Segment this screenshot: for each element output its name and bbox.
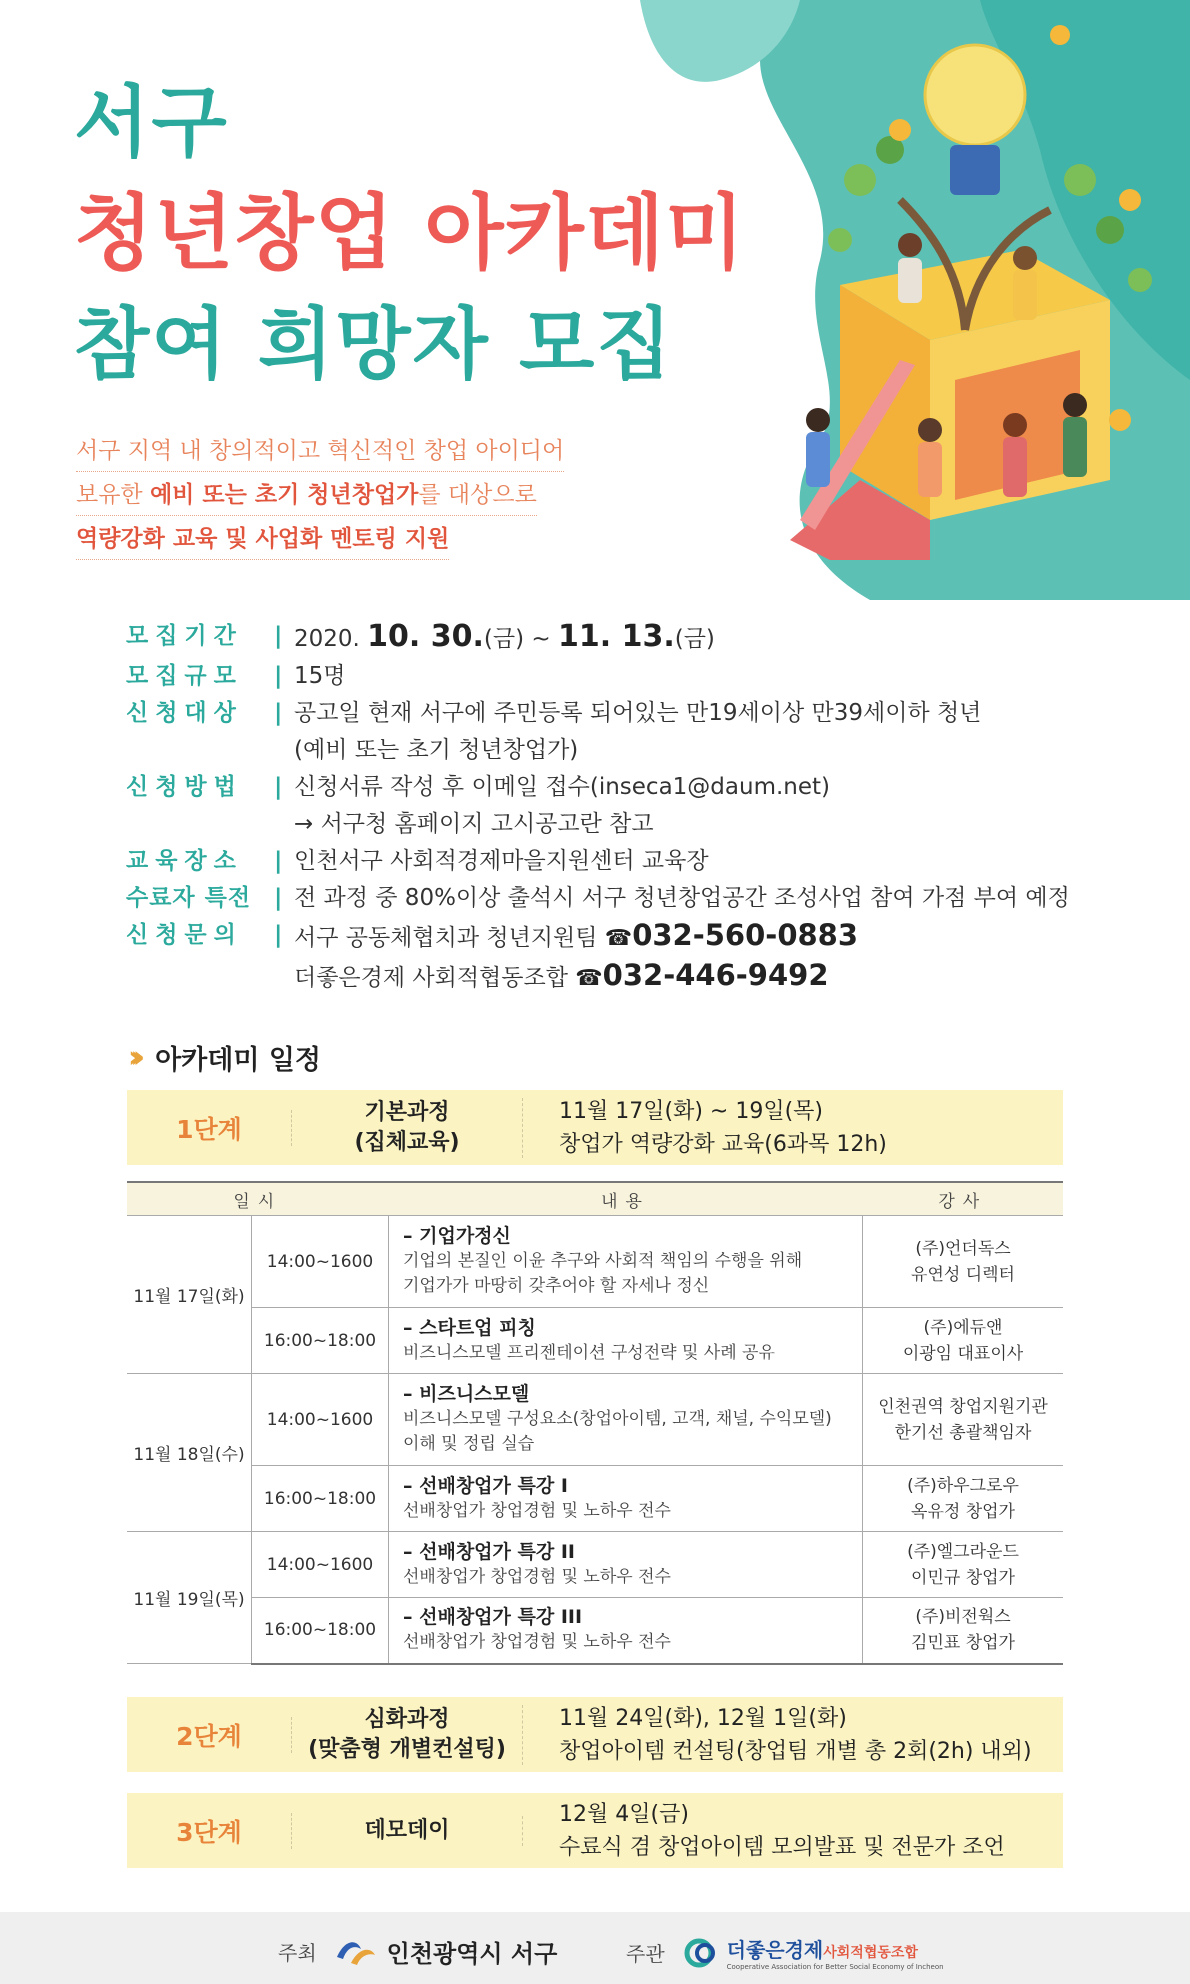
lightbulb-base-shape xyxy=(950,145,1000,195)
stage-desc: 창업가 역량강화 교육(6과목 12h) xyxy=(559,1131,887,1157)
coin-icon xyxy=(1109,409,1131,431)
separator: | xyxy=(274,774,283,800)
person-body-shape xyxy=(1063,417,1087,477)
benefit-value: 전 과정 중 80%이상 출석시 서구 청년창업공간 조성사업 참여 가점 부여 예정 xyxy=(294,885,1070,911)
organizer-name-main: 더좋은경제 xyxy=(726,1938,824,1962)
lightbulb-icon xyxy=(925,45,1025,145)
info-row-place xyxy=(126,843,1106,880)
period-end-day: (금) xyxy=(674,626,715,652)
content-title: – 비즈니스모델 xyxy=(403,1383,530,1405)
chevron-right-icon: ››› xyxy=(128,1040,136,1075)
method-line-2: → 서구청 홈페이지 고시공고란 참고 xyxy=(294,811,654,837)
host xyxy=(278,1934,557,1969)
host-label: 주최 xyxy=(278,1941,317,1965)
desc-text: 보유한 xyxy=(76,482,150,508)
content-title: – 스타트업 피칭 xyxy=(403,1316,536,1339)
instructor-name: 이민규 창업가 xyxy=(911,1567,1015,1588)
instructor-name: 한기선 총괄책임자 xyxy=(894,1422,1032,1443)
separator: | xyxy=(274,623,283,649)
content-desc: 기업가가 마땅히 갖추어야 할 자세나 정신 xyxy=(403,1276,710,1296)
instructor-name: 이광임 대표이사 xyxy=(902,1343,1024,1364)
leaf-shape xyxy=(1096,216,1124,244)
schedule-heading xyxy=(128,1038,321,1077)
course-title: 심화과정 xyxy=(364,1706,450,1732)
content-desc: 선배창업가 창업경험 및 노하우 전수 xyxy=(403,1500,671,1521)
target-line-1: 공고일 현재 서구에 주민등록 되어있는 만19세이상 만39세이하 청년 xyxy=(294,700,982,726)
separator: | xyxy=(274,700,283,726)
content-desc: 선배창업가 창업경험 및 노하우 전수 xyxy=(403,1632,671,1653)
instructor-cell xyxy=(863,1532,1064,1598)
coin-icon xyxy=(1119,189,1141,211)
stage-3-box xyxy=(127,1793,1063,1868)
instructor-org: 인천권역 창업지원기관 xyxy=(878,1396,1048,1417)
person-body-shape xyxy=(1013,270,1037,320)
instructor-org: (주)엘그라운드 xyxy=(907,1541,1019,1562)
content-desc: 이해 및 정립 실습 xyxy=(403,1434,535,1454)
leaf-shape xyxy=(844,164,876,196)
stage-1-label: 1단계 xyxy=(127,1110,292,1146)
method-value xyxy=(294,769,830,843)
desc-highlight: 예비 또는 초기 청년창업가 xyxy=(149,482,419,508)
target-line-2: (예비 또는 초기 청년창업가) xyxy=(294,737,579,763)
stage-1-info xyxy=(523,1095,887,1161)
instructor-cell xyxy=(863,1216,1064,1308)
description-line-1: 서구 지역 내 창의적이고 혁신적인 창업 아이디어 xyxy=(76,432,564,472)
phone-icon: ☎ xyxy=(575,966,603,991)
organizer-text xyxy=(727,1934,944,1971)
description-line-2 xyxy=(76,476,537,516)
schedule-table xyxy=(127,1181,1063,1665)
contact-label: 신청문의 xyxy=(126,922,243,948)
content-cell xyxy=(389,1466,863,1532)
footer xyxy=(0,1912,1190,1984)
contact2-org: 더좋은경제 사회적협동조합 xyxy=(294,965,568,991)
person-head-shape xyxy=(1003,413,1027,437)
content-desc: 비즈니스모델 구성요소(창업아이템, 고객, 채널, 수익모델) xyxy=(403,1409,832,1429)
content-title: – 선배창업가 특강 I xyxy=(403,1474,568,1497)
recruitment-info xyxy=(126,618,1106,997)
leaf-shape xyxy=(828,228,852,252)
time-cell: 16:00~18:00 xyxy=(252,1308,389,1374)
content-desc: 선배창업가 창업경험 및 노하우 전수 xyxy=(403,1566,671,1587)
time-cell: 16:00~18:00 xyxy=(252,1466,389,1532)
separator: | xyxy=(274,885,283,911)
period-tilde: ~ xyxy=(524,626,558,652)
instructor-cell xyxy=(863,1374,1064,1466)
stage-date: 11월 17일(화) ~ 19일(목) xyxy=(559,1098,823,1124)
organizer xyxy=(626,1934,944,1971)
person-body-shape xyxy=(806,432,830,487)
title-line-1: 서구 xyxy=(74,78,229,168)
course-title: 데모데이 xyxy=(364,1817,450,1843)
period-end: 11. 13. xyxy=(557,619,675,654)
period-year: 2020. xyxy=(294,626,360,652)
instructor-org: (주)에듀앤 xyxy=(923,1317,1003,1338)
time-cell: 14:00~1600 xyxy=(252,1216,389,1308)
stage-3-label: 3단계 xyxy=(127,1813,292,1849)
person-head-shape xyxy=(1063,393,1087,417)
person-head-shape xyxy=(1013,246,1037,270)
instructor-org: (주)언더독스 xyxy=(915,1238,1011,1259)
target-value xyxy=(294,695,981,769)
content-cell xyxy=(389,1598,863,1664)
instructor-org: (주)하우그로우 xyxy=(907,1475,1019,1496)
the-better-economy-logo-icon xyxy=(683,1937,719,1969)
info-row-method xyxy=(126,769,1106,843)
content-desc: 기업의 본질인 이윤 추구와 사회적 책임의 수행을 위해 xyxy=(403,1251,803,1271)
place-value: 인천서구 사회적경제마을지원센터 교육장 xyxy=(294,848,709,874)
time-cell: 16:00~18:00 xyxy=(252,1598,389,1664)
content-desc: 비즈니스모델 프리젠테이션 구성전략 및 사례 공유 xyxy=(403,1342,775,1363)
instructor-org: (주)비전웍스 xyxy=(915,1607,1011,1628)
person-body-shape xyxy=(1003,437,1027,497)
instructor-cell xyxy=(863,1466,1064,1532)
stage-date: 11월 24일(화), 12월 1일(화) xyxy=(559,1705,847,1731)
content-cell xyxy=(389,1308,863,1374)
description-line-3: 역량강화 교육 및 사업화 멘토링 지원 xyxy=(76,520,449,560)
stage-3-course xyxy=(292,1816,523,1846)
table-header-row xyxy=(127,1182,1063,1216)
target-label: 신청대상 xyxy=(126,700,243,726)
period-value xyxy=(294,618,715,658)
table-row xyxy=(127,1216,1063,1308)
stage-1-course xyxy=(292,1098,523,1158)
info-row-target xyxy=(126,695,1106,769)
phone-icon: ☎ xyxy=(604,926,633,951)
schedule-title: 아카데미 일정 xyxy=(155,1045,321,1076)
method-label: 신청방법 xyxy=(126,774,243,800)
content-cell xyxy=(389,1374,863,1466)
content-title: – 선배창업가 특강 II xyxy=(403,1540,575,1563)
table-row xyxy=(127,1598,1063,1664)
organizer-label: 주관 xyxy=(626,1942,665,1966)
coin-icon xyxy=(889,119,911,141)
stage-2-box xyxy=(127,1697,1063,1772)
person-body-shape xyxy=(918,442,942,497)
period-label: 모집기간 xyxy=(126,623,243,649)
contact-value xyxy=(294,917,858,997)
desc-text: 를 대상으로 xyxy=(418,482,537,508)
method-line-1[interactable]: 신청서류 작성 후 이메일 접수(inseca1@daum.net) xyxy=(294,774,831,800)
scale-value: 15명 xyxy=(294,663,346,689)
period-start-day: (금) xyxy=(483,626,525,652)
stage-2-label: 2단계 xyxy=(127,1717,292,1753)
course-title: 기본과정 xyxy=(364,1099,450,1125)
info-row-scale xyxy=(126,658,1106,695)
scale-label: 모집규모 xyxy=(126,663,243,689)
day-cell: 11월 17일(화) xyxy=(127,1216,252,1374)
header-datetime: 일시 xyxy=(127,1182,389,1216)
stage-date: 12월 4일(금) xyxy=(559,1801,689,1827)
content-cell xyxy=(389,1532,863,1598)
table-row xyxy=(127,1466,1063,1532)
table-row xyxy=(127,1308,1063,1374)
person-head-shape xyxy=(918,418,942,442)
contact2-phone[interactable]: 032-446-9492 xyxy=(602,958,829,992)
separator: | xyxy=(274,663,283,689)
organizer-subtitle: Cooperative Association for Better Social Economy of Incheon xyxy=(726,1963,944,1971)
stage-1-box xyxy=(127,1090,1063,1165)
instructor-name: 옥유정 창업가 xyxy=(911,1501,1015,1522)
contact1-phone[interactable]: 032-560-0883 xyxy=(632,918,859,952)
organizer-name-suffix: 사회적협동조합 xyxy=(823,1945,918,1961)
stage-3-info xyxy=(523,1798,1005,1864)
time-cell: 14:00~1600 xyxy=(252,1374,389,1466)
day-cell: 11월 19일(목) xyxy=(127,1532,252,1664)
table-row xyxy=(127,1374,1063,1466)
header-instructor: 강사 xyxy=(863,1182,1064,1216)
stage-2-info xyxy=(523,1702,1032,1768)
leaf-shape xyxy=(1064,164,1096,196)
separator: | xyxy=(274,848,283,874)
stage-desc: 창업아이템 컨설팅(창업팀 개별 총 2회(2h) 내외) xyxy=(559,1738,1032,1764)
day-cell: 11월 18일(수) xyxy=(127,1374,252,1532)
course-subtitle: (맞춤형 개별컨설팅) xyxy=(308,1736,506,1762)
table-row xyxy=(127,1532,1063,1598)
contact1-org: 서구 공동체협치과 청년지원팀 xyxy=(294,925,598,951)
title-line-2: 청년창업 아카데미 xyxy=(74,186,746,281)
organizer-name xyxy=(727,1934,944,1963)
separator: | xyxy=(274,922,283,948)
stage-desc: 수료식 겸 창업아이템 모의발표 및 전문가 조언 xyxy=(559,1834,1005,1860)
host-name: 인천광역시 서구 xyxy=(386,1940,558,1968)
period-start: 10. 30. xyxy=(367,619,484,654)
instructor-cell xyxy=(863,1308,1064,1374)
info-row-contact xyxy=(126,917,1106,997)
instructor-name: 유연성 디렉터 xyxy=(911,1264,1015,1285)
course-subtitle: (집체교육) xyxy=(354,1129,460,1155)
header-content: 내용 xyxy=(389,1182,863,1216)
info-row-benefit xyxy=(126,880,1106,917)
person-head-shape xyxy=(898,233,922,257)
coin-icon xyxy=(1050,25,1070,45)
place-label: 교육장소 xyxy=(126,848,243,874)
content-title: – 선배창업가 특강 III xyxy=(403,1606,583,1629)
person-body-shape xyxy=(898,258,922,303)
stage-2-course xyxy=(292,1705,523,1765)
content-title: – 기업가정신 xyxy=(403,1225,511,1247)
seo-gu-logo-icon xyxy=(335,1937,377,1967)
instructor-cell xyxy=(863,1598,1064,1664)
person-head-shape xyxy=(806,408,830,432)
title-line-3: 참여 희망자 모집 xyxy=(74,300,674,390)
content-cell xyxy=(389,1216,863,1308)
instructor-name: 김민표 창업가 xyxy=(911,1633,1015,1654)
leaf-shape xyxy=(1128,268,1152,292)
time-cell: 14:00~1600 xyxy=(252,1532,389,1598)
benefit-label: 수료자 특전 xyxy=(126,885,252,911)
info-row-period xyxy=(126,618,1106,658)
